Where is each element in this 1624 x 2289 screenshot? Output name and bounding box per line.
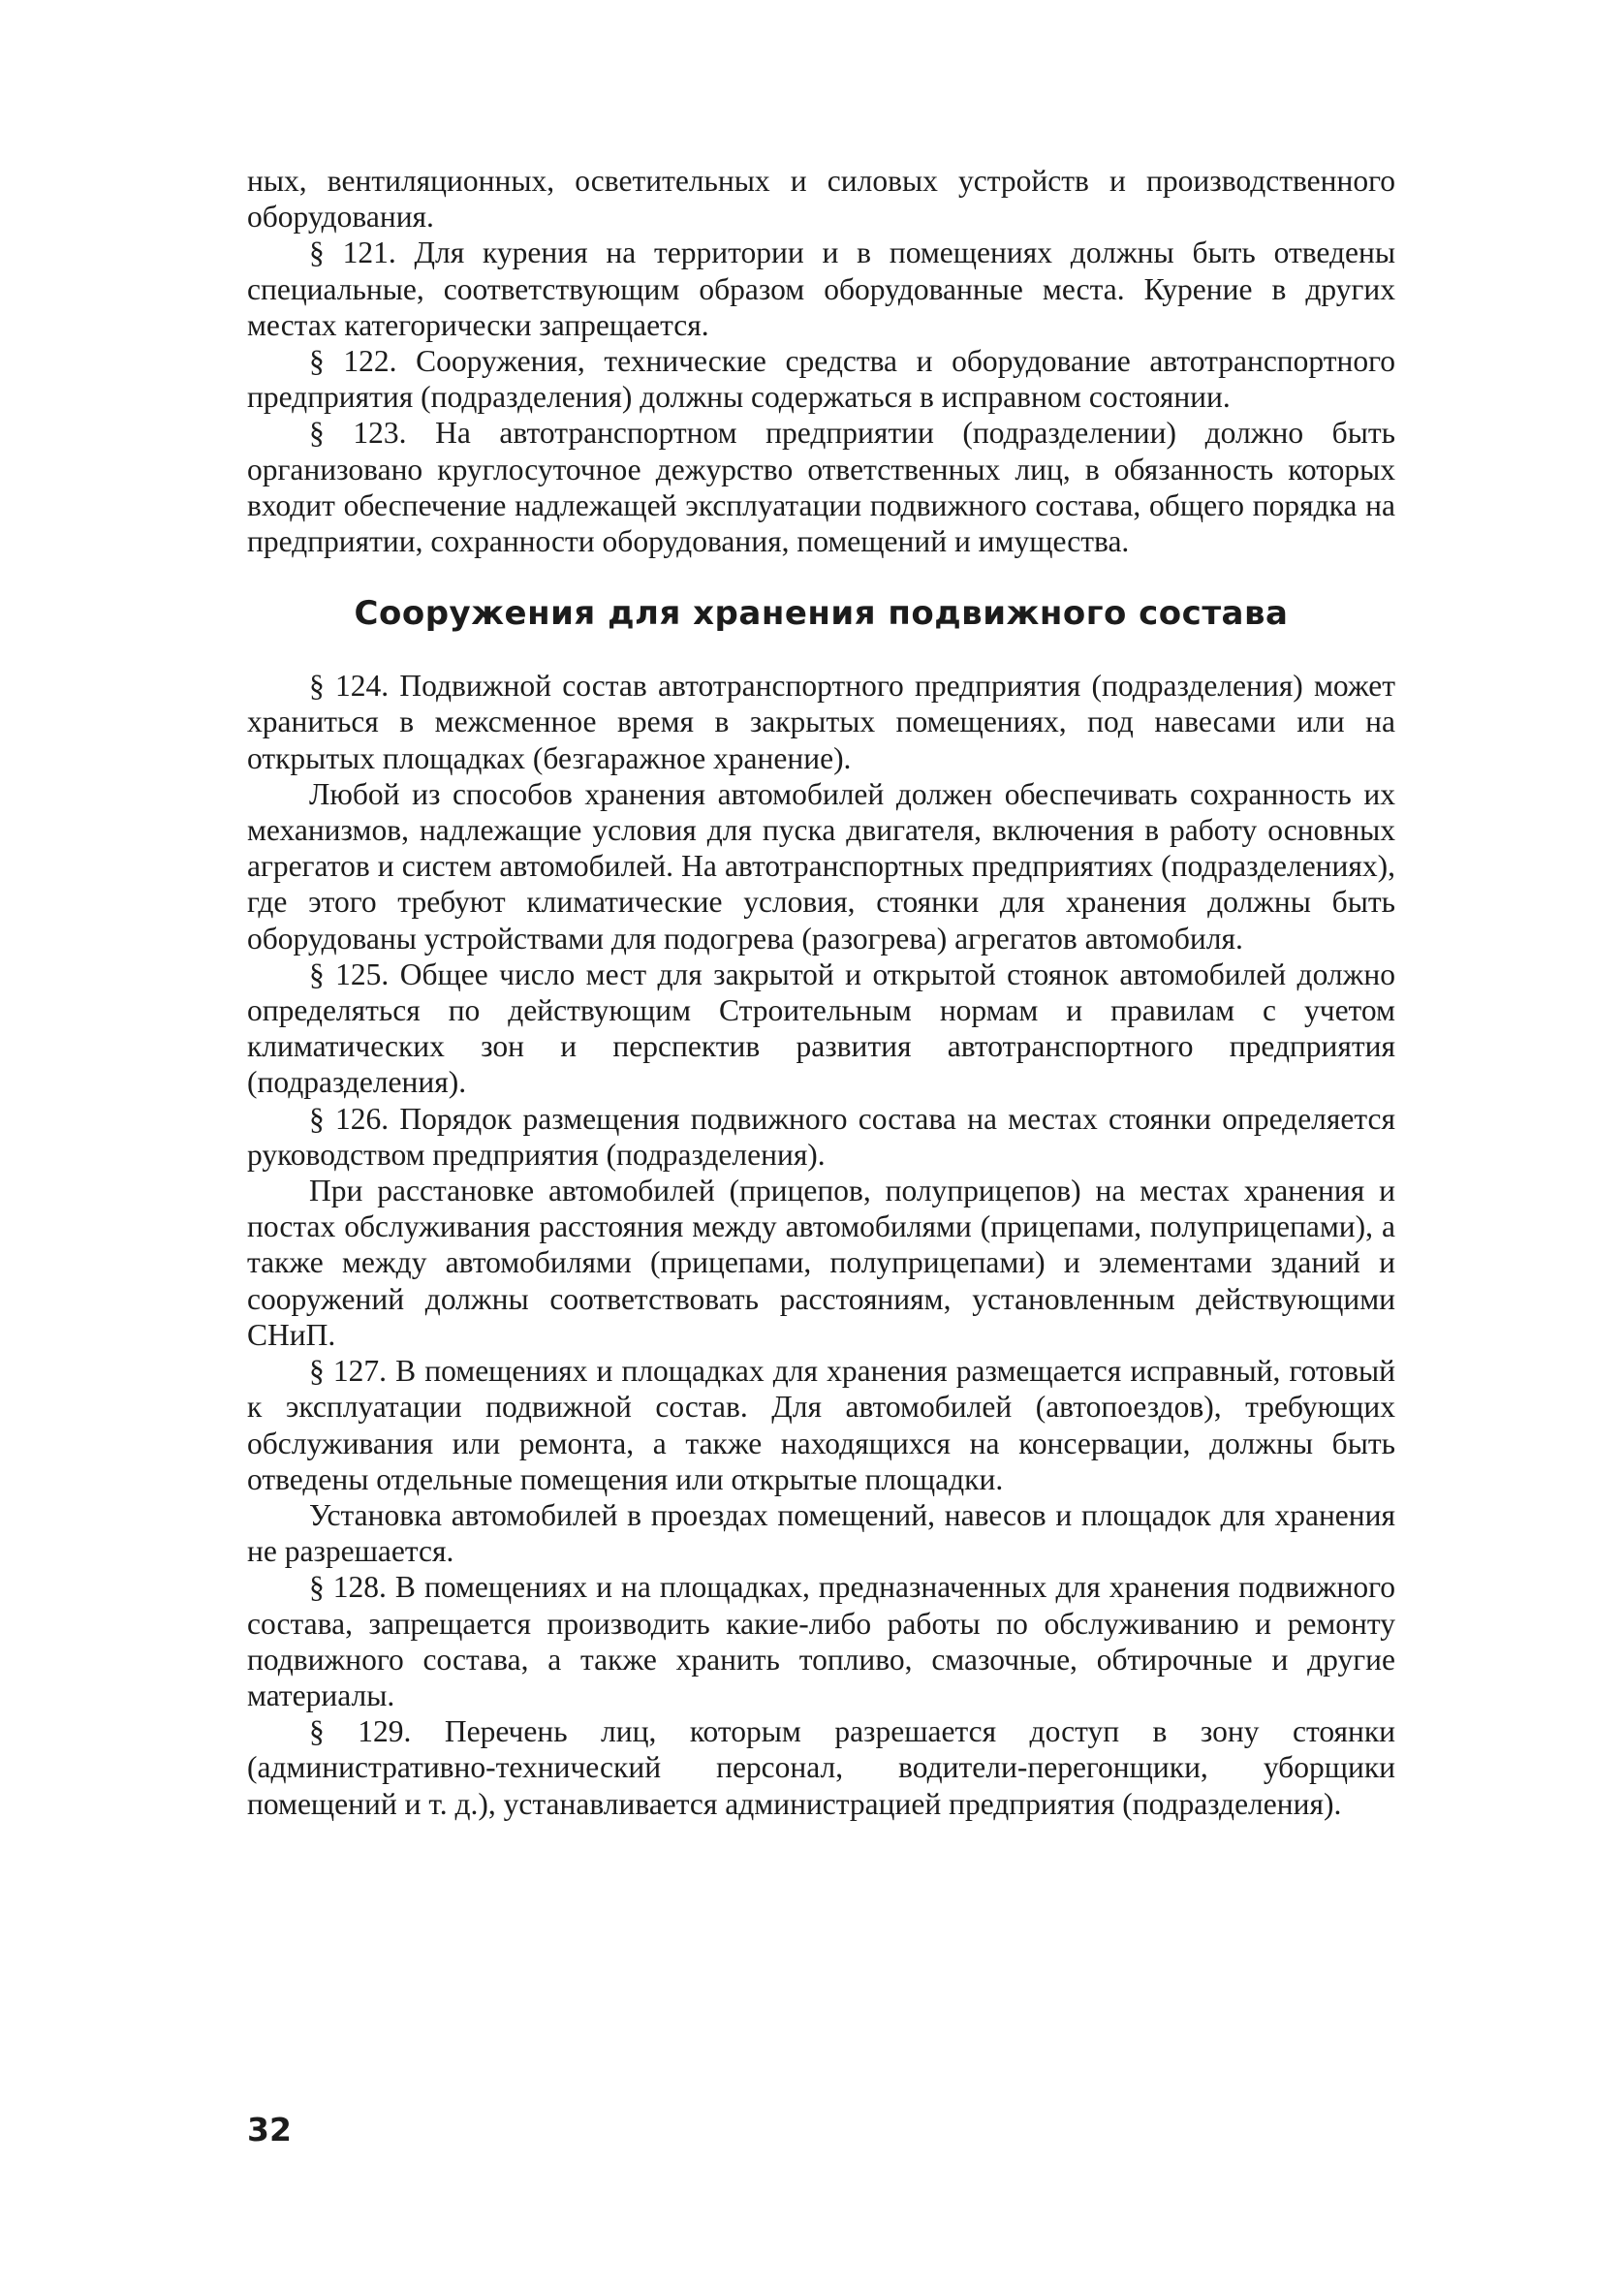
paragraph-124: § 124. Подвижной состав автотранспортного предприятия (подразделения) может храниться в межсменное время в закрытых помещениях, под навесами или на открытых площадках (безгаражное хранение).	[247, 669, 1395, 775]
paragraph-125: § 125. Общее число мест для закрытой и открытой стоянок автомобилей должно определяться по действующим Строительным нормам и правилам с учетом климатических зон и перспектив развития автотранспортного предприятия (подразделения).	[247, 956, 1395, 1100]
paragraph-127: § 127. В помещениях и площадках для хранения размещается исправный, готовый к эксплуатации подвижной состав. Для автомобилей (автопоездов), требующих обслуживания или ремонта, а также находящихся на консервации, должны быть отведены отдельные помещения или открытые площадки.	[247, 1354, 1395, 1496]
paragraph-129: § 129. Перечень лиц, которым разрешается доступ в зону стоянки (административно-технический персонал, водители-перегонщики, уборщики помещений и т. д.), устанавливается администрацией предприятия (подразделения).	[247, 1714, 1395, 1821]
paragraph-128: § 128. В помещениях и на площадках, предназначенных для хранения подвижного состава, запрещается производить какие-либо работы по обслуживанию и ремонту подвижного состава, а также хранить топливо, смазочные, обтирочные и другие материалы.	[247, 1570, 1395, 1712]
paragraph-121: § 121. Для курения на территории и в помещениях должны быть отведены специальные, соответствующим образом оборудованные места. Курение в других местах категорически запрещается.	[247, 235, 1395, 342]
paragraph-123: § 123. На автотранспортном предприятии (подразделении) должно быть организовано круглосуточное дежурство ответственных лиц, в обязанность которых входит обеспечение надлежащей эксплуатации подвижного состава, общего порядка на предприятии, сохранности оборудования, помещений и имущества.	[247, 416, 1395, 559]
paragraph-continuation: ных, вентиляционных, осветительных и силовых устройств и производственного оборудования.	[247, 164, 1395, 235]
paragraph-126: § 126. Порядок размещения подвижного состава на местах стоянки определяется руководством предприятия (подразделения).	[247, 1101, 1395, 1172]
paragraph-vehicle-spacing: При расстановке автомобилей (прицепов, полуприцепов) на местах хранения и постах обслуживания расстояния между автомобилями (прицепами, полуприцепами), а также между автомобилями (прицепами, полуприцепами) и элементами зданий и сооружений должны соответствовать расстояниям, установленным действующими СНиП.	[247, 1174, 1395, 1352]
page-number: 32	[247, 2111, 292, 2148]
section-heading: Сооружения для хранения подвижного состава	[354, 594, 1289, 634]
paragraph-passage-parking: Установка автомобилей в проездах помещений, навесов и площадок для хранения не разрешается.	[247, 1497, 1395, 1569]
paragraph-122: § 122. Сооружения, технические средства и оборудование автотранспортного предприятия (подразделения) должны содержаться в исправном состоянии.	[247, 344, 1395, 415]
document-page	[247, 163, 1395, 2217]
paragraph-storage-methods: Любой из способов хранения автомобилей должен обеспечивать сохранность их механизмов, надлежащие условия для пуска двигателя, включения в работу основных агрегатов и систем автомобилей. На автотранспортных предприятиях (подразделениях), где этого требуют климатические условия, стоянки для хранения должны быть оборудованы устройствами для подогрева (разогрева) агрегатов автомобиля.	[247, 776, 1395, 956]
